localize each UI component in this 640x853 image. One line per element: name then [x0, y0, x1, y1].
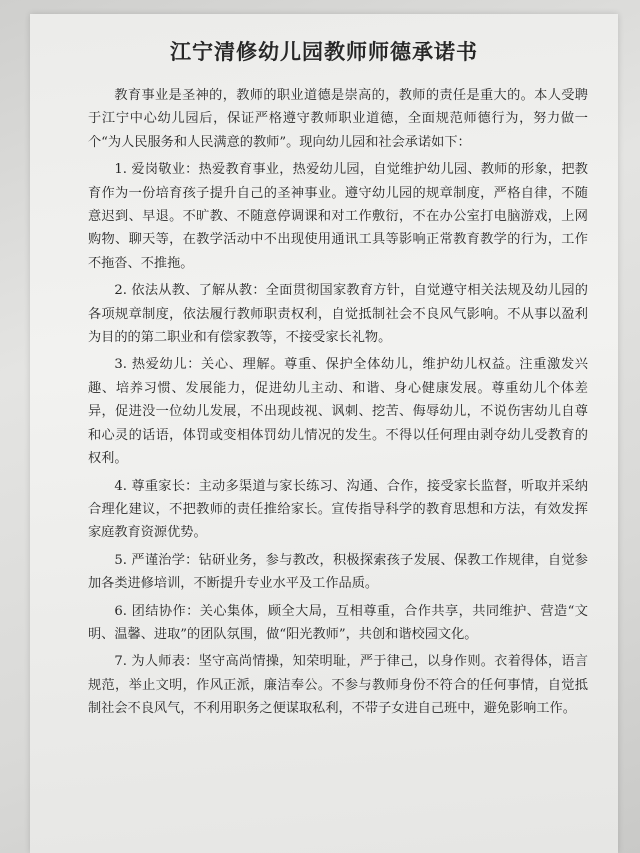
commitment-3-children: 3. 热爱幼儿：关心、理解。尊重、保护全体幼儿，维护幼儿权益。注重激发兴趣、培养习惯、发展能力，促进幼儿主动、和谐、身心健康发展。尊重幼儿个体差异，促进没一位幼儿发展，不出现歧视、讽刺、挖苦、侮辱幼儿，不说伤害幼儿自尊和心灵的话语，体罚或变相体罚幼儿情况的发生。不得以任何理由剥夺幼儿受教育的权利。	[88, 357, 588, 467]
document-title: 江宁清修幼儿园教师师德承诺书	[170, 39, 478, 64]
commitment-1-dedication: 1. 爱岗敬业：热爱教育事业，热爱幼儿园，自觉维护幼儿园、教师的形象，把教育作为一份培育孩子提升自己的圣神事业。遵守幼儿园的规章制度，严格自律，不随意迟到、早退。不旷教、不随意停调课和对工作敷衍，不在办公室打电脑游戏，上网购物、聊天等，在教学活动中不出现使用通讯工具等影响正常教育教学的行为，工作不拖沓、不推拖。	[88, 162, 588, 271]
commitment-5-study: 5. 严谨治学：钻研业务，参与教改，积极探索孩子发展、保教工作规律，自觉参加各类进修培训，不断提升专业水平及工作品质。	[88, 552, 588, 592]
document-page	[30, 14, 618, 853]
commitment-4-parents: 4. 尊重家长：主动多渠道与家长练习、沟通、合作，接受家长监督，听取并采纳合理化建议，不把教师的责任推给家长。宣传指导科学的教育思想和方法，有效发挥家庭教育资源优势。	[88, 478, 588, 541]
intro-paragraph: 教育事业是圣神的，教师的职业道德是崇高的，教师的责任是重大的。本人受聘于江宁中心幼儿园后，保证严格遵守教师职业道德，全面规范师德行为，努力做一个“为人民服务和人民满意的教师”。现向幼儿园和社会承诺如下：	[88, 88, 588, 150]
commitment-6-teamwork: 6. 团结协作：关心集体，顾全大局，互相尊重，合作共享，共同维护、营造“文明、温馨、进取”的团队氛围，做“阳光教师”，共创和谐校园文化。	[88, 603, 588, 642]
commitment-7-role-model: 7. 为人师表：坚守高尚情操，知荣明耻，严于律己，以身作则。衣着得体，语言规范，举止文明，作风正派，廉洁奉公。不参与教师身份不符合的任何事情，自觉抵制社会不良风气，不利用职务之便谋取私利，不带子女进自己班中，避免影响工作。	[88, 654, 588, 717]
document-body	[88, 84, 588, 725]
commitment-2-law: 2. 依法从教、了解从教：全面贯彻国家教育方针，自觉遵守相关法规及幼儿园的各项规章制度，依法履行教师职责权利，自觉抵制社会不良风气影响。不从事以盈利为目的的第二职业和有偿家教等，不接受家长礼物。	[88, 283, 588, 346]
